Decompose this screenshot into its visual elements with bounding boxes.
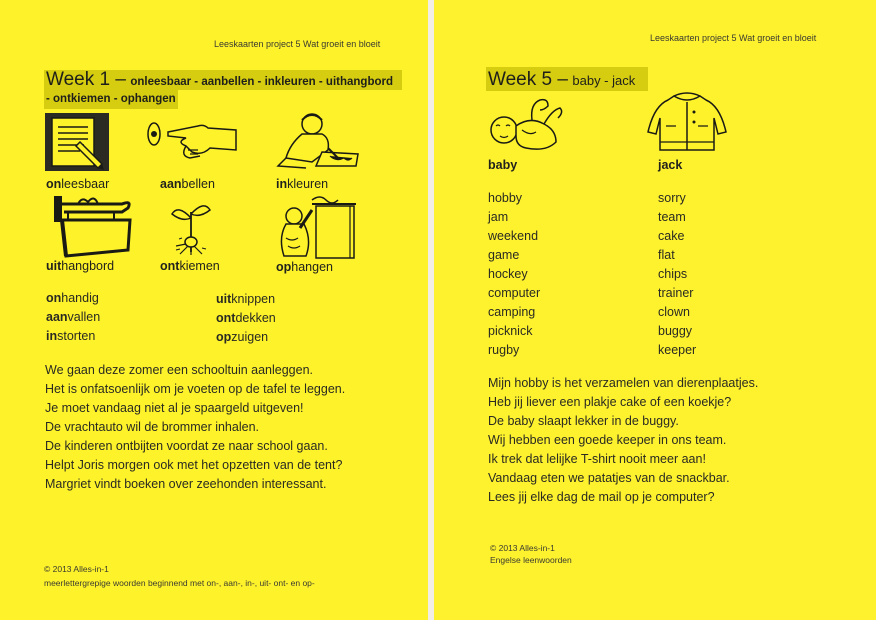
list-item: hockey	[488, 267, 528, 281]
sentence: Mijn hobby is het verzamelen van dierenplaatjes.	[488, 376, 759, 390]
sentence-list	[488, 374, 758, 507]
list-item: game	[488, 248, 520, 262]
list-item: onhandig	[46, 291, 99, 305]
sentence: Vandaag eten we patatjes van de snackbar.	[488, 471, 730, 485]
sprouting-seed-icon	[168, 198, 214, 256]
week-words: onleesbaar - aanbellen - inkleuren - uithangbord	[130, 76, 393, 88]
picture-label-6: ophangen	[276, 260, 333, 274]
jacket-icon	[644, 92, 730, 154]
list-item: trainer	[658, 286, 694, 300]
list-item: picknick	[488, 324, 533, 338]
finger-doorbell-icon	[146, 112, 240, 170]
sentence: Je moet vandaag niet al je spaargeld uitgeven!	[45, 401, 304, 415]
sentence: Heb jij liever een plakje cake of een koekje?	[488, 395, 732, 409]
copyright: © 2013 Alles-in-1	[490, 543, 555, 553]
list-item: aanvallen	[46, 310, 101, 324]
sentence: De vrachtauto wil de brommer inhalen.	[45, 420, 259, 434]
reading-card-week-1	[0, 0, 428, 620]
list-item: team	[658, 210, 686, 224]
card-header: Leeskaarten project 5 Wat groeit en bloeit	[214, 39, 381, 49]
sentence: Het is onfatsoenlijk om je voeten op de tafel te leggen.	[45, 382, 346, 396]
picture-label-baby: baby	[488, 158, 518, 172]
picture-label-5: ontkiemen	[160, 259, 220, 273]
copyright: © 2013 Alles-in-1	[44, 564, 109, 574]
sentence: Wij hebben een goede keeper in ons team.	[488, 433, 727, 447]
week-title	[488, 69, 635, 91]
list-item: instorten	[46, 329, 96, 343]
list-item: rugby	[488, 343, 520, 357]
list-item: sorry	[658, 191, 686, 205]
card-footer-topic: meerlettergrepige woorden beginnend met on-, aan-, in-, uit- ont- en op-	[44, 578, 315, 588]
picture-label-4: uithangbord	[46, 259, 115, 273]
week-number: Week 1 –	[46, 69, 126, 90]
picture-label-jack: jack	[658, 158, 683, 172]
list-item: opzuigen	[216, 330, 269, 344]
list-item: ontdekken	[216, 311, 276, 325]
baby-icon	[486, 96, 566, 154]
week-words: baby - jack	[572, 73, 636, 88]
list-item: flat	[658, 248, 675, 262]
sentence: De baby slaapt lekker in de buggy.	[488, 414, 679, 428]
sentence: Ik trek dat lelijke T-shirt nooit meer aan!	[488, 452, 706, 466]
sentence: Margriet vindt boeken over zeehonden interessant.	[45, 477, 327, 491]
sentence: De kinderen ontbijten voordat ze naar school gaan.	[45, 439, 328, 453]
word-list-col-1	[488, 189, 540, 360]
sentence: Lees jij elke dag de mail op je computer?	[488, 490, 715, 504]
week-title	[46, 69, 393, 91]
list-item: weekend	[488, 229, 539, 243]
sentence: We gaan deze zomer een schooltuin aanleggen.	[45, 363, 314, 377]
notepad-pencil-icon	[44, 112, 110, 172]
list-item: chips	[658, 267, 688, 281]
list-item: camping	[488, 305, 536, 319]
picture-label-2: aanbellen	[160, 177, 215, 191]
word-list-col-1	[46, 289, 100, 346]
picture-label-3: inkleuren	[276, 177, 329, 191]
list-item: cake	[658, 229, 685, 243]
person-hanging-coat-icon	[272, 194, 360, 260]
hanging-sign-icon	[52, 194, 136, 258]
list-item: computer	[488, 286, 541, 300]
card-header: Leeskaarten project 5 Wat groeit en bloeit	[650, 33, 817, 43]
list-item: uitknippen	[216, 292, 276, 306]
picture-label-1: onleesbaar	[46, 177, 110, 191]
list-item: keeper	[658, 343, 697, 357]
sentence-list	[45, 361, 345, 494]
child-coloring-icon	[272, 110, 364, 172]
list-item: buggy	[658, 324, 693, 338]
sentence: Helpt Joris morgen ook met het opzetten van de tent?	[45, 458, 343, 472]
word-list-col-2	[216, 290, 276, 347]
list-item: clown	[658, 305, 690, 319]
reading-card-week-5	[434, 0, 876, 620]
week-words-line2: - ontkiemen - ophangen	[46, 93, 176, 105]
list-item: jam	[488, 210, 509, 224]
list-item: hobby	[488, 191, 523, 205]
card-footer-topic: Engelse leenwoorden	[490, 555, 572, 565]
word-list-col-2	[658, 189, 696, 360]
week-number: Week 5 –	[488, 69, 568, 90]
